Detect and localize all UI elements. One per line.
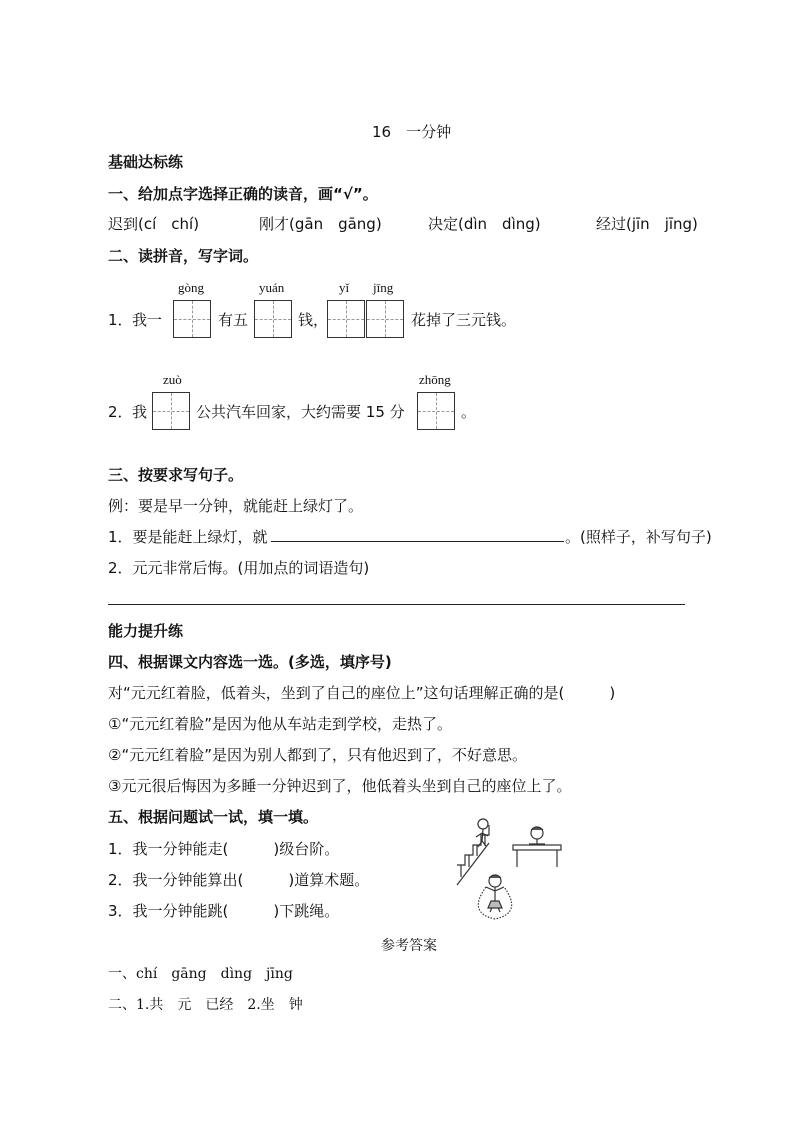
q1-heading: 一、给加点字选择正确的读音，画“√”。 [108,185,378,203]
q3-item2: 2．元元非常后悔。(用加点的词语造句) [108,559,370,577]
q2-row2-text-2: 公共汽车回家，大约需要 15 分 [196,403,405,421]
pinyin-jing: jīng [373,280,394,295]
writing-box-gong[interactable] [173,300,211,338]
writing-box-zhong[interactable] [417,392,455,430]
q2-row1-text-2: 有五 [218,311,249,329]
pinyin-yuan: yuán [259,280,285,295]
q2-row2-text-3: 。 [461,403,477,421]
answer-line-q2: 二、1.共 元 已经 2.坐 钟 [108,997,303,1013]
q1-item-4: 经过(jīn jīng) [596,215,698,233]
q5-heading: 五、根据问题试一试，填一填。 [108,808,319,826]
page-title: 16 一分钟 [372,123,452,141]
q4-heading: 四、根据课文内容选一选。(多选，填序号) [108,653,392,671]
answer-line-1[interactable] [271,541,564,542]
pinyin-zhong: zhōng [419,372,451,387]
q4-question: 对“元元红着脸，低着头，坐到了自己的座位上”这句话理解正确的是( ) [108,684,616,702]
q1-item-1: 迟到(cí chí) [108,215,200,233]
q1-item-2: 刚才(gān gāng) [259,215,382,233]
q2-row1-text-1: 我一 [132,311,163,329]
writing-box-zuo[interactable] [152,392,190,430]
q4-option-3: ③元元很后悔因为多睡一分钟迟到了，他低着头坐到自己的座位上了。 [108,777,572,795]
q2-row2-text-1: 我 [132,403,148,421]
q3-heading: 三、按要求写句子。 [108,466,244,484]
q3-item1-prefix: 1．要是能赶上绿灯，就 [108,528,268,546]
answers-heading: 参考答案 [381,938,437,954]
writing-box-jing[interactable] [366,300,404,338]
writing-box-yuan[interactable] [254,300,292,338]
q4-option-1: ①“元元红着脸”是因为他从车站走到学校，走热了。 [108,715,452,733]
q3-item1-suffix: 。(照样子，补写句子) [565,528,712,546]
q2-row1-number: 1． [108,311,133,329]
q2-row1-text-3: 钱， [298,311,329,329]
q5-item-1: 1．我一分钟能走( )级台阶。 [108,840,340,858]
pinyin-gong: gòng [178,280,204,295]
pinyin-zuo: zuò [163,372,182,387]
children-activity-illustration [455,815,565,925]
answer-line-2[interactable] [108,604,685,605]
q2-row1-text-4: 花掉了三元钱。 [411,311,517,329]
q5-item-3: 3．我一分钟能跳( )下跳绳。 [108,902,340,920]
q2-heading: 二、读拼音，写字词。 [108,247,259,265]
answer-line-q1: 一、chí gāng dìng jīng [108,966,293,982]
q1-item-3: 决定(dìn dìng) [428,215,541,233]
q5-item-2: 2．我一分钟能算出( )道算术题。 [108,871,370,889]
q3-example: 例：要是早一分钟，就能赶上绿灯了。 [108,497,364,515]
pinyin-yi: yǐ [339,280,350,295]
q4-option-2: ②“元元红着脸”是因为别人都到了，只有他迟到了，不好意思。 [108,746,527,764]
section-heading-improve: 能力提升练 [108,622,184,640]
section-heading-basic: 基础达标练 [108,153,184,171]
writing-box-yi[interactable] [327,300,365,338]
q2-row2-number: 2． [108,403,133,421]
